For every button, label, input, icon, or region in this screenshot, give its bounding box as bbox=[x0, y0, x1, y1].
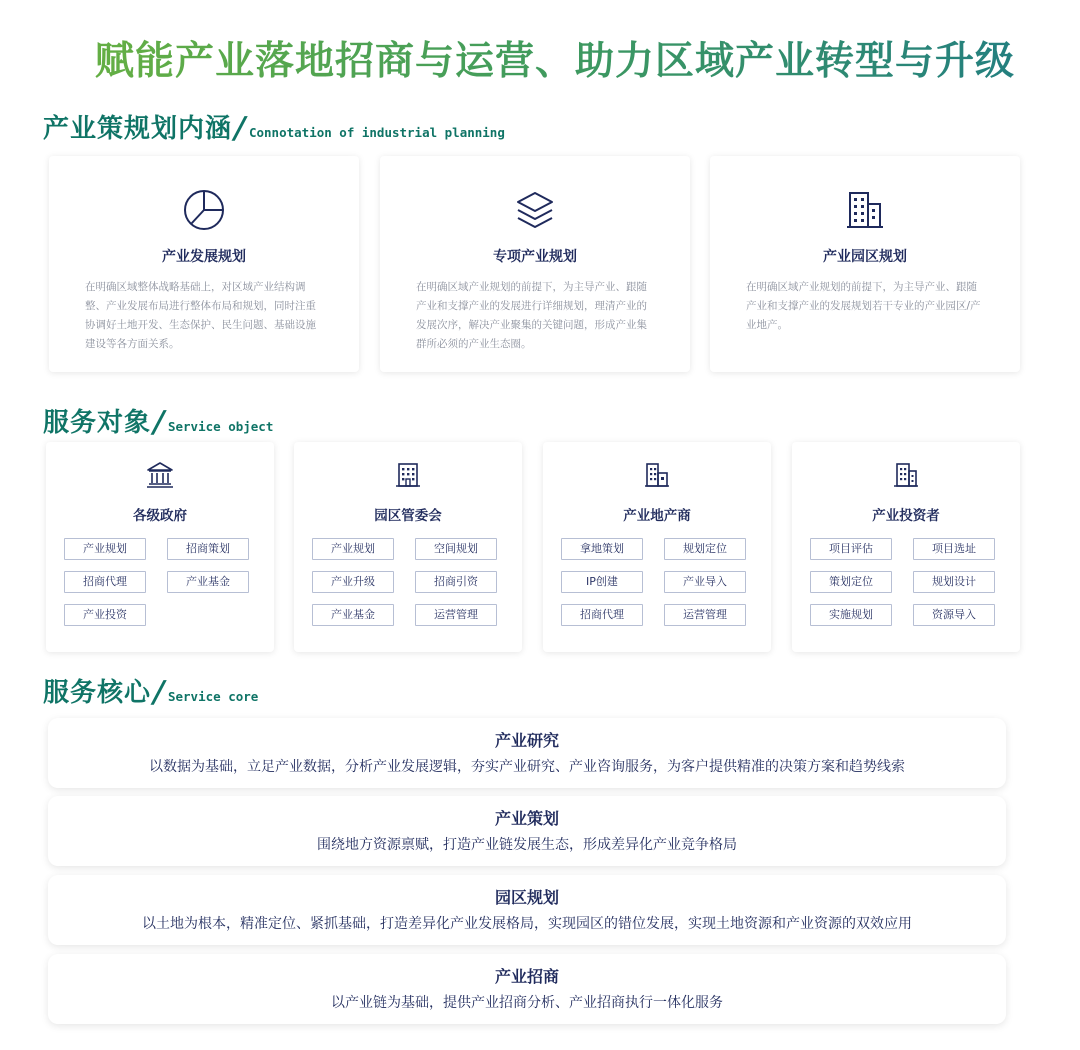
card-description: 在明确区域产业规划的前提下，为主导产业、跟随产业和支撑产业的发展进行详细规划，理清产业的发展次序，解决产业聚集的关键问题，形成产业集群所必须的产业生态圈。 bbox=[416, 281, 647, 350]
service-object-card-real-estate bbox=[543, 442, 771, 652]
card-title: 产业地产商 bbox=[623, 508, 691, 524]
row-title: 产业策划 bbox=[494, 809, 559, 828]
card-description: 在明确区域整体战略基础上，对区域产业结构调整、产业发展布局进行整体布局和规划，同时注重协调好土地开发、生态保护、民生问题、基础设施建设等各方面关系。 bbox=[85, 281, 316, 350]
row-description: 以产业链为基础，提供产业招商分析、产业招商执行一体化服务 bbox=[331, 995, 723, 1011]
service-object-card-investor bbox=[792, 442, 1020, 652]
section-subtitle: Connotation of industrial planning bbox=[248, 125, 505, 140]
service-object-card-government bbox=[46, 442, 274, 652]
service-tag[interactable]: 拿地策划 bbox=[561, 538, 643, 560]
service-tag[interactable]: 实施规划 bbox=[810, 604, 892, 626]
section-heading-service-object bbox=[43, 405, 274, 440]
service-tag[interactable]: 产业导入 bbox=[664, 571, 746, 593]
service-tag[interactable]: 空间规划 bbox=[415, 538, 497, 560]
section-title: 服务对象 bbox=[43, 408, 152, 438]
tag-list bbox=[64, 538, 254, 626]
service-tag[interactable]: IP创建 bbox=[561, 571, 643, 593]
section-title: 服务核心 bbox=[43, 678, 152, 708]
service-tag[interactable]: 项目选址 bbox=[913, 538, 995, 560]
service-core-row-investment bbox=[48, 954, 1006, 1024]
service-tag[interactable]: 运营管理 bbox=[415, 604, 497, 626]
service-tag[interactable]: 招商引资 bbox=[415, 571, 497, 593]
pie-chart-icon bbox=[182, 188, 226, 232]
service-tag[interactable]: 招商代理 bbox=[64, 571, 146, 593]
card-title: 产业园区规划 bbox=[823, 249, 907, 265]
service-tag[interactable]: 招商策划 bbox=[167, 538, 249, 560]
service-tag[interactable]: 产业规划 bbox=[312, 538, 394, 560]
planning-card-industry-development bbox=[49, 156, 359, 372]
service-tag[interactable]: 资源导入 bbox=[913, 604, 995, 626]
row-description: 围绕地方资源禀赋，打造产业链发展生态，形成差异化产业竞争格局 bbox=[317, 837, 737, 853]
section-subtitle: Service core bbox=[167, 689, 259, 704]
service-tag[interactable]: 规划定位 bbox=[664, 538, 746, 560]
tag-list bbox=[312, 538, 502, 626]
tag-list bbox=[561, 538, 751, 626]
section-title: 产业策规划内涵 bbox=[43, 114, 233, 144]
section-slash: / bbox=[149, 675, 168, 710]
card-title: 各级政府 bbox=[133, 508, 187, 524]
service-tag[interactable]: 产业投资 bbox=[64, 604, 146, 626]
row-title: 园区规划 bbox=[494, 888, 559, 907]
row-description: 以土地为根本，精准定位、紧抓基础，打造差异化产业发展格局，实现园区的错位发展，实现土地资源和产业资源的双效应用 bbox=[142, 916, 912, 932]
section-subtitle: Service object bbox=[167, 419, 274, 434]
service-tag[interactable]: 产业规划 bbox=[64, 538, 146, 560]
section-slash: / bbox=[230, 111, 249, 146]
planning-card-special-industry bbox=[380, 156, 690, 372]
planning-card-industrial-park bbox=[710, 156, 1020, 372]
section-heading-planning bbox=[43, 111, 505, 146]
service-tag[interactable]: 产业升级 bbox=[312, 571, 394, 593]
service-tag[interactable]: 产业基金 bbox=[167, 571, 249, 593]
government-building-icon bbox=[145, 460, 175, 490]
card-title: 园区管委会 bbox=[374, 508, 442, 524]
section-slash: / bbox=[149, 405, 168, 440]
service-tag[interactable]: 策划定位 bbox=[810, 571, 892, 593]
service-object-card-park-committee bbox=[294, 442, 522, 652]
service-tag[interactable]: 规划设计 bbox=[913, 571, 995, 593]
row-description: 以数据为基础，立足产业数据，分析产业发展逻辑，夯实产业研究、产业咨询服务，为客户提供精准的决策方案和趋势线索 bbox=[149, 759, 905, 775]
card-title: 产业投资者 bbox=[872, 508, 940, 524]
service-tag[interactable]: 运营管理 bbox=[664, 604, 746, 626]
row-title: 产业研究 bbox=[494, 731, 559, 750]
real-estate-icon bbox=[642, 460, 672, 490]
row-title: 产业招商 bbox=[494, 967, 559, 986]
card-title: 专项产业规划 bbox=[493, 249, 577, 265]
tag-list bbox=[810, 538, 1000, 626]
service-core-row-planning bbox=[48, 796, 1006, 866]
page-title: 赋能产业落地招商与运营、助力区域产业转型与升级 bbox=[0, 30, 1080, 86]
card-description: 在明确区域产业规划的前提下，为主导产业、跟随产业和支撑产业的发展规划若干专业的产业园区/产业地产。 bbox=[746, 281, 981, 331]
service-core-row-park bbox=[48, 875, 1006, 945]
service-tag[interactable]: 招商代理 bbox=[561, 604, 643, 626]
layers-icon bbox=[513, 188, 557, 232]
service-tag[interactable]: 项目评估 bbox=[810, 538, 892, 560]
buildings-icon bbox=[843, 188, 887, 232]
investor-building-icon bbox=[891, 460, 921, 490]
card-title: 产业发展规划 bbox=[162, 249, 246, 265]
service-tag[interactable]: 产业基金 bbox=[312, 604, 394, 626]
office-building-icon bbox=[393, 460, 423, 490]
service-core-row-research bbox=[48, 718, 1006, 788]
section-heading-service-core bbox=[43, 675, 259, 710]
